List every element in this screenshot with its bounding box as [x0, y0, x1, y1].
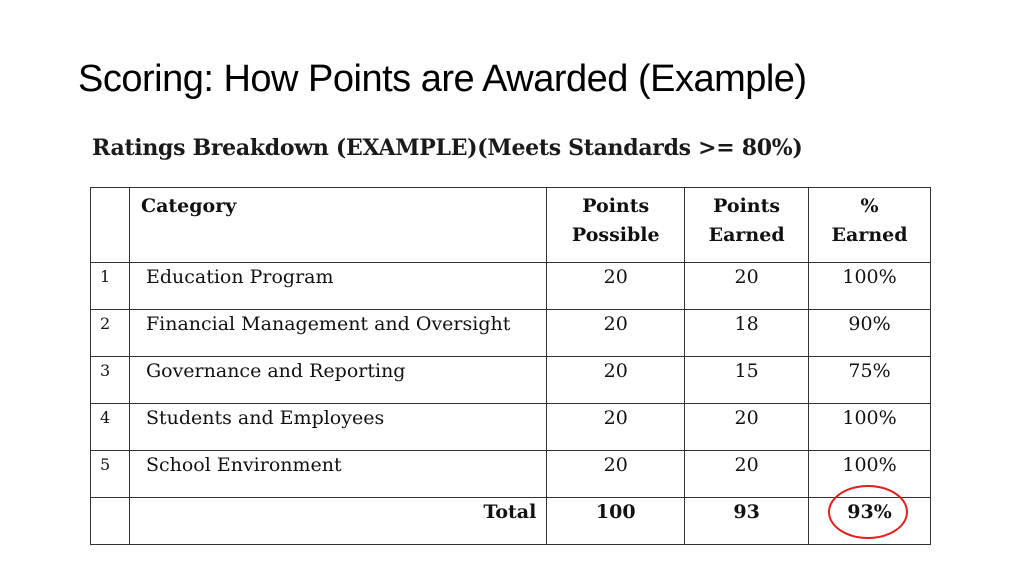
table-row: [91, 404, 931, 451]
row-points-possible: 20: [547, 310, 685, 357]
row-points-possible: 20: [547, 451, 685, 498]
row-category: Students and Employees: [129, 404, 546, 451]
row-points-earned: 20: [685, 263, 809, 310]
row-category: Education Program: [129, 263, 546, 310]
header-points-possible: [547, 188, 685, 263]
table-total-row: [91, 498, 931, 545]
row-pct-earned: 100%: [809, 451, 931, 498]
row-category: Financial Management and Oversight: [129, 310, 546, 357]
highlight-circle: [828, 485, 908, 539]
row-points-earned: 20: [685, 451, 809, 498]
row-number: 4: [91, 404, 130, 451]
row-number: 1: [91, 263, 130, 310]
total-number-cell: [91, 498, 130, 545]
row-number: 3: [91, 357, 130, 404]
row-category: Governance and Reporting: [129, 357, 546, 404]
header-points-possible-line1: Points: [582, 195, 650, 217]
ratings-table: [90, 187, 931, 545]
header-pct-earned: [809, 188, 931, 263]
row-points-possible: 20: [547, 404, 685, 451]
header-points-earned: [685, 188, 809, 263]
total-points-possible: 100: [547, 498, 685, 545]
table-row: [91, 263, 931, 310]
row-pct-earned: 100%: [809, 404, 931, 451]
row-points-earned: 15: [685, 357, 809, 404]
row-points-earned: 18: [685, 310, 809, 357]
table-header-row: [91, 188, 931, 263]
header-pct-earned-line2: Earned: [831, 224, 908, 246]
row-pct-earned: 75%: [809, 357, 931, 404]
row-category: School Environment: [129, 451, 546, 498]
row-pct-earned: 90%: [809, 310, 931, 357]
total-pct-wrap: [847, 501, 892, 523]
row-points-possible: 20: [547, 263, 685, 310]
header-points-possible-line2: Possible: [571, 224, 660, 246]
header-pct-earned-line1: %: [860, 195, 879, 217]
total-label: Total: [129, 498, 546, 545]
total-pct-earned: 93%: [847, 501, 892, 523]
total-pct-cell: [809, 498, 931, 545]
total-points-earned: 93: [685, 498, 809, 545]
row-number: 2: [91, 310, 130, 357]
slide-title: Scoring: How Points are Awarded (Example): [78, 58, 807, 100]
row-points-earned: 20: [685, 404, 809, 451]
header-number: [91, 188, 130, 263]
row-points-possible: 20: [547, 357, 685, 404]
row-number: 5: [91, 451, 130, 498]
table-row: [91, 310, 931, 357]
header-points-earned-line2: Earned: [708, 224, 785, 246]
row-pct-earned: 100%: [809, 263, 931, 310]
header-category: Category: [129, 188, 546, 263]
table-subtitle: Ratings Breakdown (EXAMPLE)(Meets Standards >= 80%): [92, 135, 803, 161]
table-row: [91, 357, 931, 404]
header-points-earned-line1: Points: [713, 195, 781, 217]
table-row: [91, 451, 931, 498]
